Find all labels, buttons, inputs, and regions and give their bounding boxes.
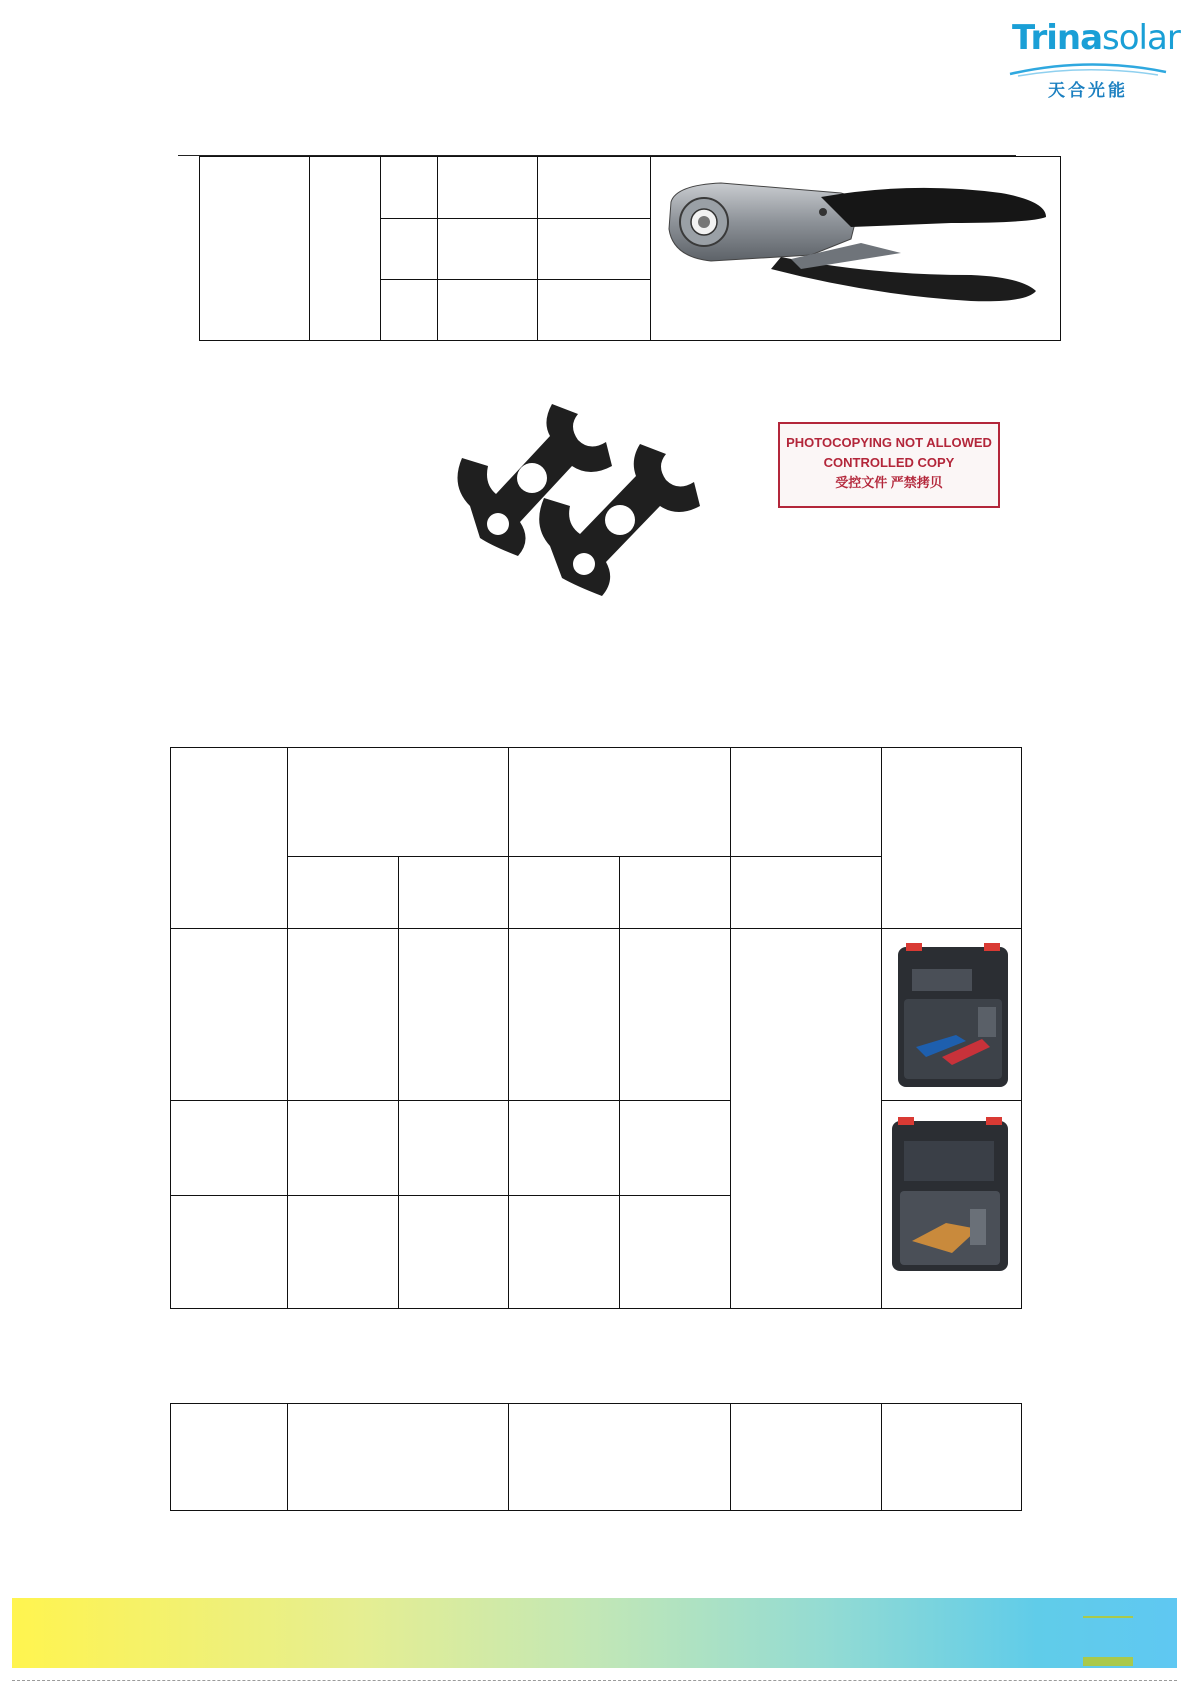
open-end-spanner-pair-image <box>440 396 740 611</box>
table-cell <box>287 1195 399 1309</box>
table-cell <box>398 928 509 1101</box>
table-header-cell <box>881 747 1022 929</box>
controlled-copy-stamp <box>778 422 1000 508</box>
table-cell <box>537 218 651 280</box>
table-cell <box>437 279 538 341</box>
tool-case-cell <box>881 928 1022 1101</box>
page-number-mark-bottom <box>1083 1657 1133 1666</box>
table-cell <box>380 218 438 280</box>
table-header-cell <box>170 747 288 929</box>
table-cell <box>309 156 381 341</box>
crimp-tool-image-cell <box>650 156 1061 341</box>
table-cell <box>398 1100 509 1196</box>
crimping-plier-image <box>651 157 1059 339</box>
table-cell <box>437 156 538 219</box>
table-subheader-cell <box>287 856 399 929</box>
tool-case-image <box>882 929 1020 1099</box>
table-merged-cell <box>730 928 882 1309</box>
stamp-line-2: CONTROLLED COPY <box>823 455 955 470</box>
table-header-cell <box>730 747 882 857</box>
table-cell <box>170 1195 288 1309</box>
table-subheader-cell <box>508 856 620 929</box>
logo-chinese-name: 天合光能 <box>1048 81 1128 101</box>
table-cell <box>398 1195 509 1309</box>
table-cell <box>508 1403 731 1511</box>
table-cell <box>287 928 399 1101</box>
tool-case-image <box>882 1101 1020 1306</box>
table-cell <box>619 1100 731 1196</box>
table-cell <box>508 1195 620 1309</box>
tool-case-cell <box>881 1100 1022 1309</box>
logo-wordmark <box>1012 18 1180 58</box>
table-cell <box>170 1403 288 1511</box>
footer-dashed-line <box>12 1680 1177 1681</box>
table-subheader-cell <box>730 856 882 929</box>
table-cell <box>619 928 731 1101</box>
table-subheader-cell <box>619 856 731 929</box>
logo-brand-primary: Trina <box>1012 18 1103 58</box>
table-cell <box>881 1403 1022 1511</box>
table-cell <box>437 218 538 280</box>
table-cell <box>619 1195 731 1309</box>
table-header-cell <box>508 747 731 857</box>
table-cell <box>380 156 438 219</box>
table-cell <box>287 1100 399 1196</box>
table-cell <box>508 928 620 1101</box>
footer-gradient-bar <box>12 1598 1177 1668</box>
logo-brand-secondary: solar <box>1102 18 1180 58</box>
table-header-cell <box>287 747 509 857</box>
table-cell <box>730 1403 882 1511</box>
table-cell <box>287 1403 509 1511</box>
stamp-line-3: 受控文件 严禁拷贝 <box>835 475 943 490</box>
table-cell <box>537 156 651 219</box>
stamp-line-1: PHOTOCOPYING NOT ALLOWED <box>786 435 992 450</box>
trinasolar-logo <box>1000 12 1180 102</box>
table-cell <box>537 279 651 341</box>
table-cell <box>199 156 310 341</box>
page-number-mark-top <box>1083 1616 1133 1618</box>
table-cell <box>170 928 288 1101</box>
table-subheader-cell <box>398 856 509 929</box>
table-cell <box>380 279 438 341</box>
table-cell <box>508 1100 620 1196</box>
table-cell <box>170 1100 288 1196</box>
